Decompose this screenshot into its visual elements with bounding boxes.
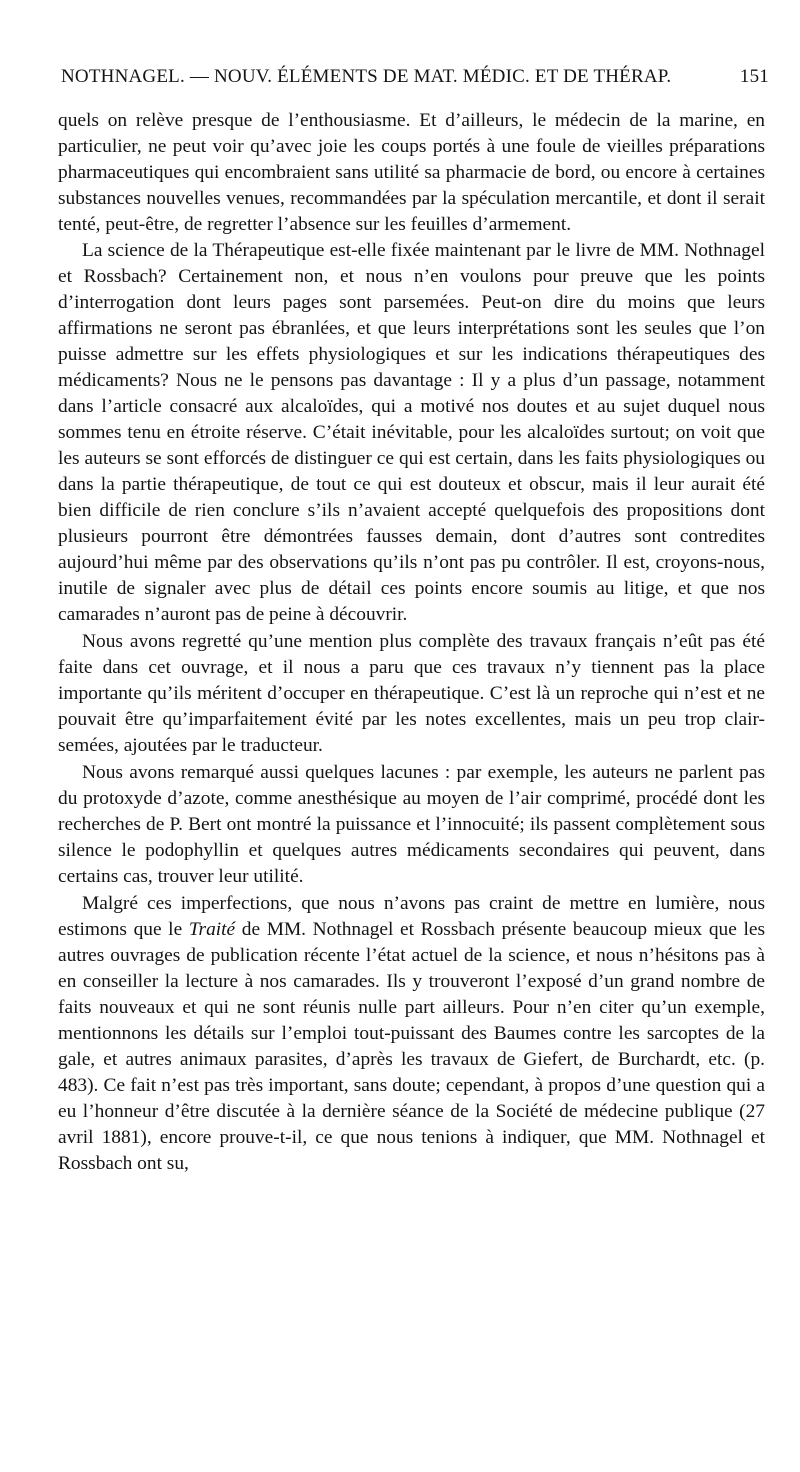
running-title: NOTHNAGEL. — NOUV. ÉLÉMENTS DE MAT. MÉDIC. ET DE THÉRAP. xyxy=(61,66,672,87)
paragraph-conclusion-intro: Malgré ces imperfections, que nous n’avons pas craint de mettre en lumière, nous estimons que le xyxy=(58,893,765,940)
paragraph-french-works: Nous avons regretté qu’une mention plus complète des travaux français n’eût pas été faite dans cet ouvrage, et il nous a paru que ces travaux n’y tiennent pas la place importante qu’ils méritent d’occuper en thérapeutique. C’est là un reproche qui n’est et ne pouvait être qu’imparfaitement évité par les notes excellentes, mais un peu trop clair-semées, ajoutées par le traducteur. xyxy=(58,631,765,756)
book-title-italic: Traité xyxy=(188,919,236,940)
paragraph-continued: quels on relève presque de l’enthousiasme. Et d’ailleurs, le médecin de la marine, en particulier, ne peut voir qu’avec joie les coups portés à une foule de vieilles préparations pharmaceutiques qui encombraient sans utilité sa pharmacie de bord, ou encore à certaines substances nouvelles venues, recommandées par la spéculation mercantile, et dont il serait tenté, peut-être, de regretter l’absence sur les feuilles d’armement. xyxy=(58,110,765,235)
running-head xyxy=(61,62,769,92)
paragraph-therapeutic-science: La science de la Thérapeutique est-elle fixée maintenant par le livre de MM. Nothnagel et Rossbach? Certainement non, et nous n’en voulons pour preuve que les points d’interrogation dont leurs pages sont parsemées. Peut-on dire du moins que leurs affirmations ne seront pas ébranlées, et que leurs interprétations sont les seules que l’on puisse admettre sur les effets physiologiques et sur les indications thérapeutiques des médicaments? Nous ne le pensons pas davantage : Il y a plus d’un passage, notamment dans l’article consacré aux alcaloïdes, qui a motivé nos doutes et au sujet duquel nous sommes tenu en étroite réserve. C’était inévitable, pour les alcaloïdes surtout; on voit que les auteurs se sont efforcés de distinguer ce qui est certain, dans les faits physiologiques ou dans la partie thérapeutique, de tout ce qui est douteux et obscur, mais il leur aurait été bien difficile de rien conclure s’ils n’avaient accepté quelquefois des propositions dont plusieurs pourront être démontrées fausses demain, dont d’autres sont contredites aujourd’hui même par des observations qu’ils n’ont pas pu contrôler. Il est, croyons-nous, inutile de signaler avec plus de détail ces points encore soumis au litige, et que nos camarades n’auront pas de peine à découvrir. xyxy=(58,240,765,625)
paragraph-conclusion-body: de MM. Nothnagel et Rossbach présente beaucoup mieux que les autres ouvrages de publication récente l’état actuel de la science, et nous n’hésitons pas à en conseiller la lecture à nos camarades. Ils y trouveront l’exposé d’un grand nombre de faits nouveaux et qui ne sont réunis nulle part ailleurs. Pour n’en citer qu’un exemple, mentionnons les détails sur l’emploi tout-puissant des Baumes contre les sarcoptes de la gale, et autres animaux parasites, d’après les travaux de Giefert, de Burchardt, etc. (p. 483). Ce fait n’est pas très important, sans doute; cependant, à propos d’une question qui a eu l’honneur d’être discutée à la dernière séance de la Société de médecine publique (27 avril 1881), encore prouve-t-il, ce que nous tenions à indiquer, que MM. Nothnagel et Rossbach ont su, xyxy=(58,919,765,1174)
paragraph-conclusion xyxy=(58,891,765,1177)
body-text xyxy=(58,108,765,1177)
paragraph-gaps: Nous avons remarqué aussi quelques lacunes : par exemple, les auteurs ne parlent pas du protoxyde d’azote, comme anesthésique au moyen de l’air comprimé, procédé dont les recherches de P. Bert ont montré la puissance et l’innocuité; ils passent complètement sous silence le podophyllin et quelques autres médicaments secondaires qui peuvent, dans certains cas, trouver leur utilité. xyxy=(58,762,765,887)
page-number: 151 xyxy=(739,66,769,87)
